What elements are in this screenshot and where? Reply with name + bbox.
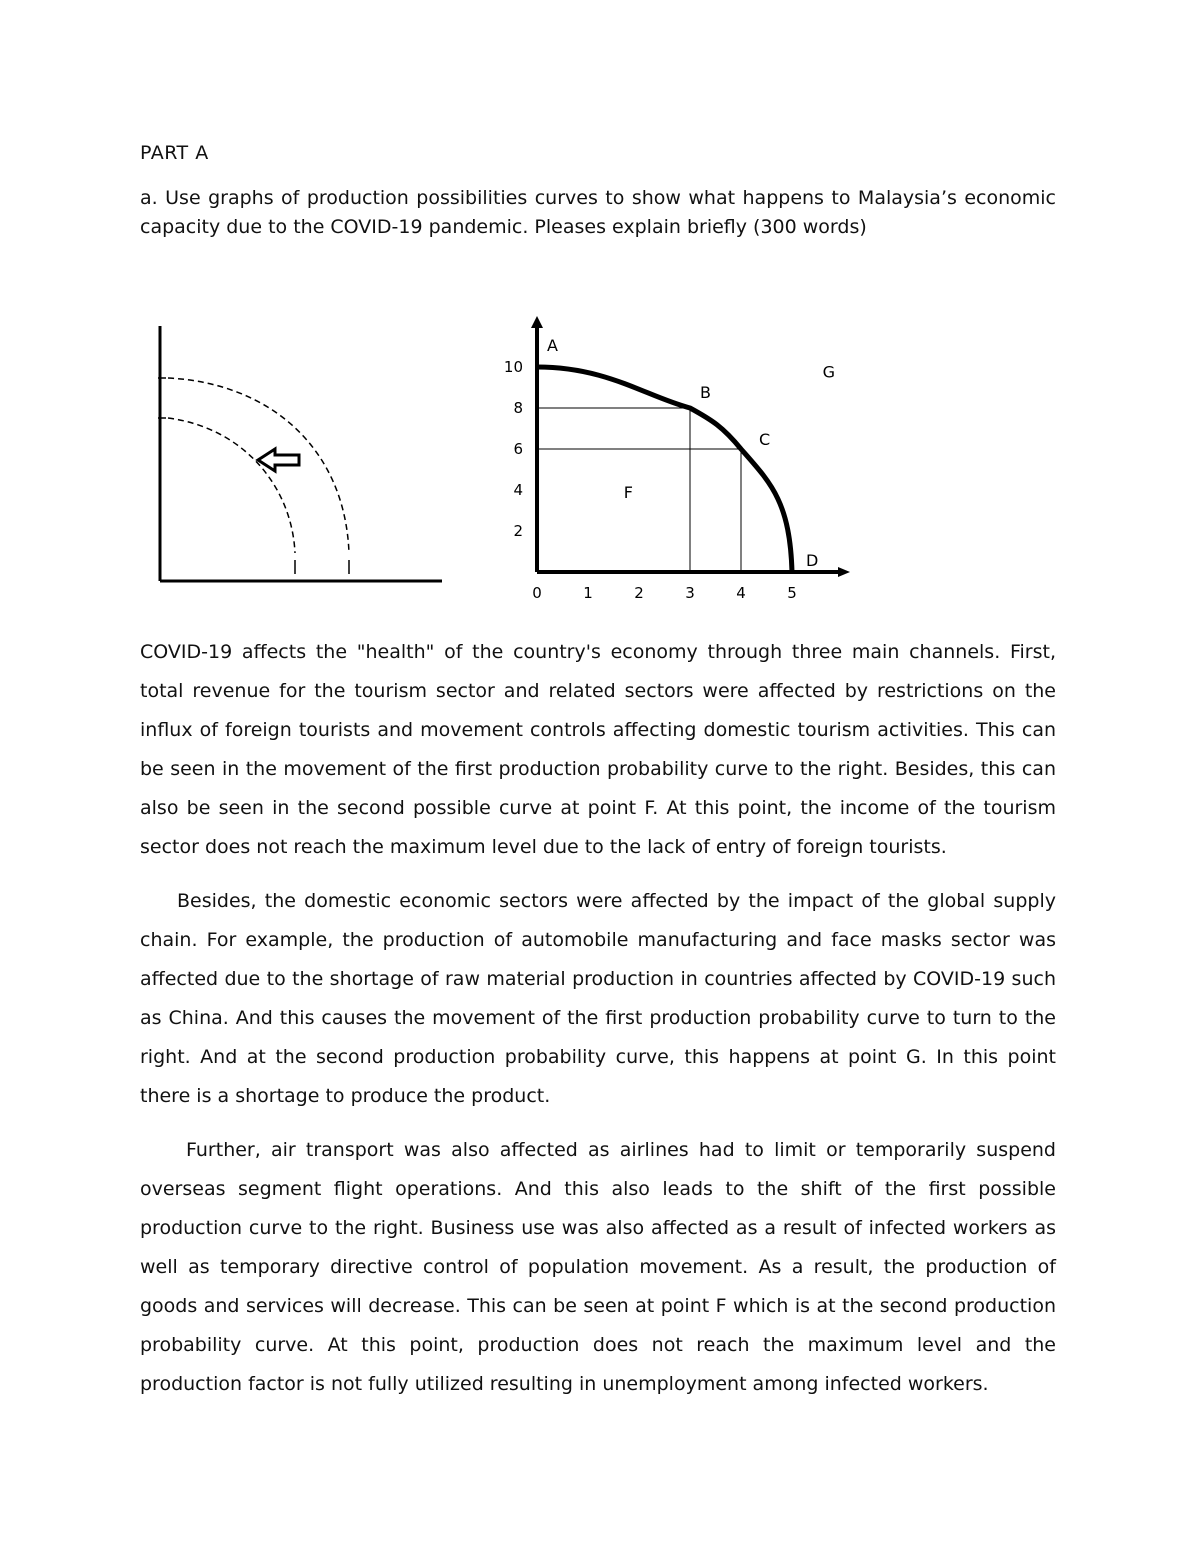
point-label-c: C: [759, 430, 771, 449]
y-tick-label: 6: [513, 440, 523, 458]
x-tick-label: 4: [736, 584, 746, 602]
point-label-b: B: [700, 383, 711, 402]
y-tick-label: 2: [513, 522, 523, 540]
y-tick-label: 8: [513, 399, 523, 417]
point-label-d: D: [806, 551, 819, 570]
paragraph-2: Besides, the domestic economic sectors were affected by the impact of the global supply chain. For example, the production of automobile manufacturing and face masks sector was affected due to the shortage of raw material production in countries affected by COVID-19 such as China. And this causes the movement of the first production probability curve to turn to the right. And at the second production probability curve, this happens at point G. In this point there is a shortage to produce the product.: [140, 890, 1056, 1107]
shifted-ppc-curve: [168, 418, 295, 553]
y-tick-label: 4: [513, 481, 523, 499]
shift-left-arrow-icon: [258, 449, 299, 471]
x-axis-arrow-icon: [838, 567, 850, 577]
x-tick-label: 1: [583, 584, 593, 602]
original-ppc-curve: [168, 378, 349, 553]
x-tick-label: 5: [787, 584, 797, 602]
question-text: a. Use graphs of production possibilities curves to show what happens to Malaysia’s economic capacity due to the COVID-19 pandemic. Pleases explain briefly (300 words): [140, 187, 1056, 238]
y-axis-arrow-icon: [531, 316, 543, 328]
point-label-f: F: [623, 483, 633, 503]
paragraph-1: COVID-19 affects the "health" of the country's economy through three main channels. First, total revenue for the tourism sector and related sectors were affected by restrictions on the influx of foreign tourists and movement controls affecting domestic tourism activities. This can be seen in the movement of the first production probability curve to the right. Besides, this can also be seen in the second possible curve at point F. At this point, the income of the tourism sector does not reach the maximum level due to the lack of entry of foreign tourists.: [140, 641, 1056, 858]
x-tick-label: 3: [685, 584, 695, 602]
paragraph-3: Further, air transport was also affected as airlines had to limit or temporarily suspend overseas segment flight operations. And this also leads to the shift of the first possible production curve to the right. Business use was also affected as a result of infected workers as well as temporary directive control of population movement. As a result, the production of goods and services will decrease. This can be seen at point F which is at the second production probability curve. At this point, production does not reach the maximum level and the production factor is not fully utilized resulting in unemployment among infected workers.: [140, 1139, 1056, 1395]
y-tick-label: 10: [503, 358, 523, 376]
point-label-a: A: [547, 336, 558, 355]
x-tick-label: 0: [532, 584, 542, 602]
ppc-shift-figure: [150, 318, 450, 588]
ppc-curve-line: [537, 367, 792, 572]
ppc-chart: [495, 310, 855, 610]
point-label-g: G: [822, 362, 836, 382]
chart-guides: [537, 408, 741, 572]
part-heading: PART A: [140, 142, 209, 164]
x-tick-label: 2: [634, 584, 644, 602]
